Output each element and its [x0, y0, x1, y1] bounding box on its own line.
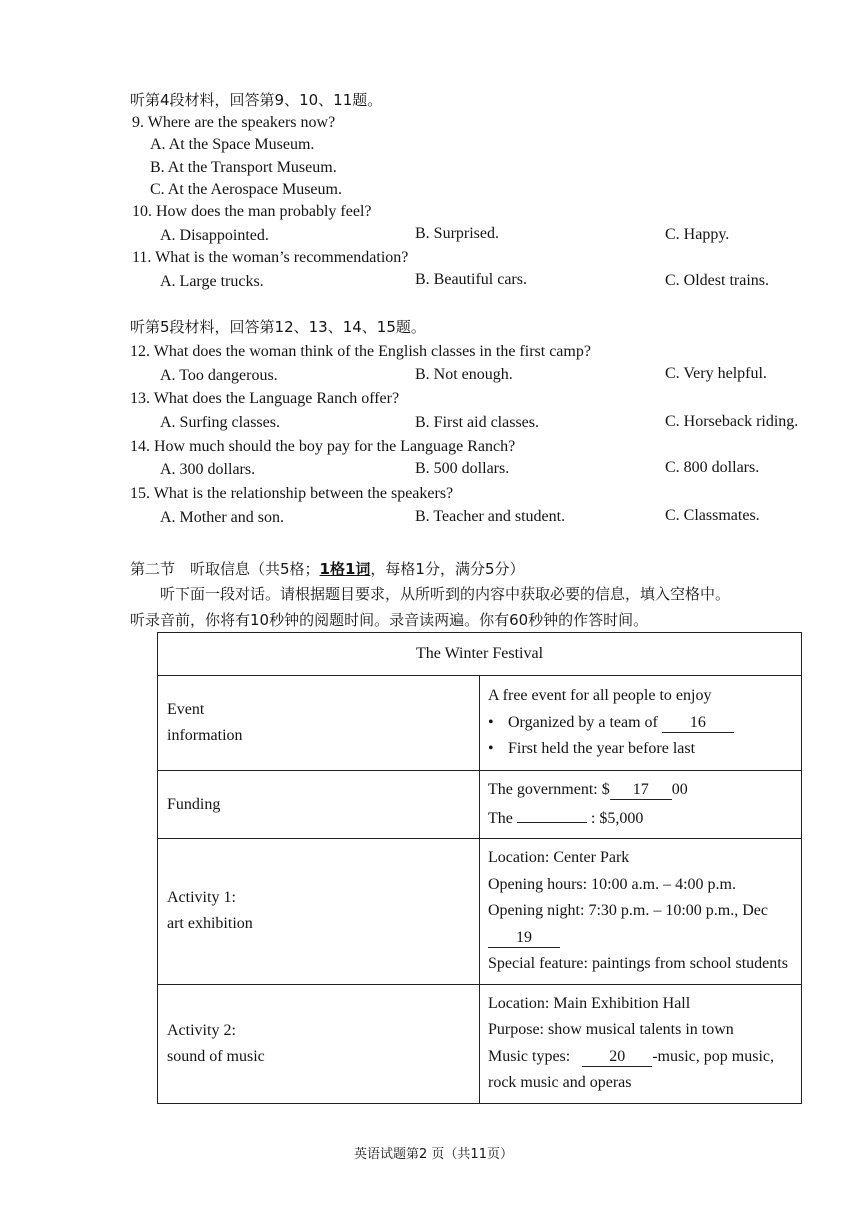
- section2-instruction-1: 听下面一段对话。请根据题目要求，从所听到的内容中获取必要的信息，填入空格中。: [160, 585, 731, 603]
- event-line-1: A free event for all people to enjoy: [488, 687, 712, 705]
- row-label-line-2: sound of music: [167, 1047, 265, 1065]
- section2-heading-post: ，每格1分，满分5分）: [370, 560, 525, 578]
- section2-heading-emphasis: 1格1词: [319, 560, 371, 578]
- activity2-line-3: [488, 1044, 801, 1097]
- activity2-line-3-text: Music types:: [488, 1047, 571, 1065]
- bullet-icon: •: [488, 713, 494, 731]
- question-13-option-b: B. First aid classes.: [415, 414, 539, 431]
- question-14-option-c: C. 800 dollars.: [665, 459, 760, 476]
- question-12-stem: 12. What does the woman think of the English classes in the first camp?: [130, 343, 591, 360]
- section2-instruction-2: 听录音前，你将有10秒钟的阅题时间。录音读两遍。你有60秒钟的作答时间。: [130, 611, 649, 629]
- funding-line-1: [488, 777, 801, 804]
- row-label-funding: [158, 771, 480, 839]
- question-14-stem: 14. How much should the boy pay for the Language Ranch?: [130, 438, 516, 455]
- table-row-event-information: [158, 676, 802, 771]
- row-label-event-information: [158, 676, 480, 771]
- funding-line-2-text: The: [488, 809, 513, 827]
- page-footer: 英语试题第2 页（共11页）: [354, 1147, 513, 1162]
- question-13-option-a: A. Surfing classes.: [160, 414, 280, 431]
- question-14-option-a: A. 300 dollars.: [160, 461, 256, 478]
- table-row-activity-1: [158, 839, 802, 985]
- answer-blank-18[interactable]: [517, 804, 587, 823]
- question-11-option-c: C. Oldest trains.: [665, 272, 769, 289]
- question-10-option-a: A. Disappointed.: [160, 227, 269, 244]
- part5-heading: 听第5段材料，回答第12、13、14、15题。: [130, 318, 426, 336]
- answer-blank-16[interactable]: 16: [662, 714, 734, 733]
- table-row-activity-2: [158, 984, 802, 1103]
- question-11-option-b: B. Beautiful cars.: [415, 271, 527, 288]
- row-label-line-2: art exhibition: [167, 915, 253, 933]
- row-content-funding: [480, 771, 802, 839]
- question-12-option-c: C. Very helpful.: [665, 365, 767, 382]
- part4-heading: 听第4段材料，回答第9、10、11题。: [130, 91, 383, 109]
- event-line-3-text: First held the year before last: [508, 740, 696, 758]
- question-9-option-c: C. At the Aerospace Museum.: [150, 181, 342, 198]
- funding-line-2-suffix: : $5,000: [590, 809, 644, 827]
- question-15-option-b: B. Teacher and student.: [415, 508, 566, 525]
- activity1-line-2: Opening hours: 10:00 a.m. – 4:00 p.m.: [488, 875, 736, 893]
- answer-blank-19[interactable]: 19: [488, 929, 560, 948]
- question-9-stem: 9. Where are the speakers now?: [132, 114, 336, 131]
- funding-line-1-suffix: 00: [671, 781, 688, 798]
- answer-blank-17[interactable]: 17: [610, 781, 672, 800]
- activity2-line-1: Location: Main Exhibition Hall: [488, 994, 691, 1012]
- question-15-option-c: C. Classmates.: [665, 507, 760, 524]
- question-10-option-b: B. Surprised.: [415, 225, 499, 242]
- table-title-row: [158, 633, 802, 676]
- row-label-line-1: Activity 1:: [167, 889, 236, 907]
- activity1-line-1: Location: Center Park: [488, 849, 630, 866]
- question-10-option-c: C. Happy.: [665, 226, 730, 243]
- event-line-2-text: Organized by a team of: [508, 713, 658, 731]
- bullet-icon: •: [488, 740, 494, 758]
- section2-heading-pre: 第二节 听取信息（共5格；: [130, 560, 320, 578]
- question-14-option-b: B. 500 dollars.: [415, 460, 510, 477]
- event-line-2: [488, 710, 801, 737]
- row-label-line-1: Funding: [167, 795, 221, 813]
- row-content-activity-2: [480, 984, 802, 1103]
- event-line-3: [488, 736, 801, 763]
- question-11-stem: 11. What is the woman’s recommendation?: [132, 249, 409, 266]
- question-9-option-a: A. At the Space Museum.: [150, 136, 315, 153]
- question-10-stem: 10. How does the man probably feel?: [132, 203, 372, 220]
- row-label-activity-1: [158, 839, 480, 985]
- activity1-line-3-text: Opening night: 7:30 p.m. – 10:00 p.m., Dec: [488, 902, 768, 919]
- row-label-line-2: information: [167, 727, 243, 744]
- winter-festival-table: [157, 632, 802, 1104]
- question-12-option-a: A. Too dangerous.: [160, 367, 278, 384]
- question-13-stem: 13. What does the Language Ranch offer?: [130, 390, 400, 407]
- question-11-option-a: A. Large trucks.: [160, 273, 264, 290]
- row-label-line-1: Activity 2:: [167, 1021, 236, 1039]
- activity2-line-2: Purpose: show musical talents in town: [488, 1021, 734, 1038]
- table-title: The Winter Festival: [158, 633, 802, 676]
- answer-blank-20[interactable]: 20: [582, 1048, 652, 1067]
- question-15-stem: 15. What is the relationship between the speakers?: [130, 485, 454, 502]
- row-content-event-information: [480, 676, 802, 771]
- funding-line-2: [488, 804, 801, 833]
- activity2-line-3-suffix: -music, pop music, rock music and operas: [488, 1047, 774, 1091]
- question-12-option-b: B. Not enough.: [415, 366, 513, 383]
- activity1-line-4: Special feature: paintings from school students: [488, 955, 788, 972]
- question-15-option-a: A. Mother and son.: [160, 509, 284, 526]
- row-content-activity-1: [480, 839, 802, 985]
- question-13-option-c: C. Horseback riding.: [665, 413, 799, 430]
- table-row-funding: [158, 771, 802, 839]
- question-9-option-b: B. At the Transport Museum.: [150, 159, 337, 176]
- row-label-activity-2: [158, 984, 480, 1103]
- row-label-line-1: Event: [167, 701, 205, 718]
- activity1-line-3: [488, 898, 801, 951]
- section2-heading: [130, 559, 525, 579]
- funding-line-1-text: The government: $: [488, 781, 610, 798]
